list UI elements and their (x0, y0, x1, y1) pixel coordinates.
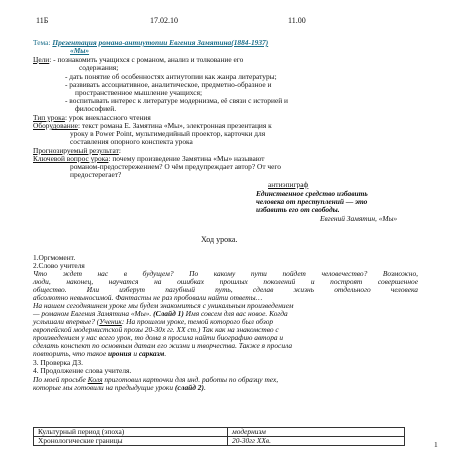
paragraph-line: люди, наконец, научатся на ошибках прошлых поколений и построят совершенное (33, 277, 418, 286)
student-name: Коля (87, 375, 103, 384)
lesson-type-value: : урок внеклассного чтения (64, 113, 151, 122)
equipment-label: Оборудование (33, 121, 78, 130)
text-run: По моей просьбе (33, 375, 88, 384)
header-class: 11Б (36, 16, 49, 25)
slide-ref: (Слайд 1) (153, 309, 184, 318)
goals-first-cont: содержания; (79, 63, 119, 72)
card-table (33, 427, 405, 446)
paragraph-line: сделать конспект по основным датам его жизни и творчества. Также я просила (33, 341, 293, 350)
text-run: . (164, 349, 167, 358)
key-question-value: : почему произведение Замятина «Мы» называют (108, 154, 265, 163)
key-question-cont: романом-предостережением? О чём предупреждает автор? От чего (70, 162, 281, 171)
paragraph-line: общество. Или изберут пагубный путь, сделав жизнь отдельного человека (33, 285, 418, 294)
equipment-value: : текст романа Е. Замятина «Мы», электронная презентация к (77, 121, 272, 130)
term: ирония (107, 349, 132, 358)
page-number: 1 (434, 440, 438, 449)
text-run: : На прошлом уроке, темой которого был обзор (121, 317, 274, 326)
step-3: 3. Проверка ДЗ. (33, 358, 83, 367)
slide-ref: (слайд 2) (174, 383, 204, 392)
lesson-type-label: Тип урока (33, 113, 65, 122)
goals-item: философией. (75, 104, 117, 113)
table-cell: Хронологические границы (34, 437, 228, 446)
step-1: 1.Оргмомент. (33, 253, 76, 262)
key-question-cont: предостерегает? (70, 170, 122, 179)
table-cell: модернизм (228, 428, 405, 437)
paragraph-line: европейской модернистской прозы 20-30х гг. XX ст.) Так как на знакомство с (33, 325, 279, 334)
course-title: Ход урока. (201, 235, 238, 244)
text-run: повторить, что такое (33, 349, 108, 358)
epigraph-label: антиэпиграф (268, 180, 309, 189)
goals-item: - развивать ассоциативное, аналитическое, предметно-образное и (65, 80, 272, 89)
results-label: Прогнозируемый результат (33, 146, 119, 155)
text-run: приготовил карточки для инд. работы по образцу тех, (102, 375, 279, 384)
topic-title-cont: «Мы» (70, 46, 90, 55)
text-run: и (131, 349, 139, 358)
text-run: — романом Евгения Замятина «Мы». (33, 309, 154, 318)
goals-line (33, 56, 243, 64)
table-cell: Культурный период (эпоха) (34, 428, 228, 437)
paragraph-line: абсолютно невыносимой. Фантасты не раз пробовали найти ответы… (33, 293, 263, 302)
epigraph-author: Евгений Замятин, «Мы» (320, 214, 398, 223)
goals-item: пространственное мышление учащихся; (75, 88, 203, 97)
key-question-label: Ключевой вопрос урока (33, 154, 109, 163)
results-value: : (118, 146, 121, 155)
paragraph-line: На нашем сегодняшнем уроке мы будем знакомиться с уникальным произведением (33, 301, 294, 310)
header-time: 11.00 (288, 16, 306, 25)
paragraph-line: Что ждет нас в будущем? По какому пути пойдет человечество? Возможно, (33, 269, 418, 278)
table-row (34, 437, 405, 446)
paragraph-line (33, 350, 166, 358)
text-run: Имя совсем для вас новое. Когда (183, 309, 288, 318)
term: сарказм (138, 349, 165, 358)
epigraph-line: Единственное средство избавить (256, 189, 368, 198)
student-ref: Ученик (99, 317, 122, 326)
topic-title: Презентация романа-антиутопии Евгения Замятина(1884-1937) (52, 38, 269, 47)
text-run: услышали впервые? ( (33, 317, 100, 326)
table-cell: 20-30гг XXв. (228, 437, 405, 446)
equipment-cont: составления опорного конспекта урока (70, 137, 193, 146)
epigraph-line: избавить его от свободы. (256, 205, 340, 214)
goals-item: - дать понятие об особенностях антиутопии как жанра литературы; (65, 72, 277, 81)
paragraph-line (33, 384, 206, 392)
goals-label: Цели (33, 55, 50, 64)
topic-label: Тема: (33, 38, 51, 47)
epigraph-line: человека от преступлений — это (256, 197, 368, 206)
header-date: 17.02.10 (150, 16, 178, 25)
topic-line (33, 39, 268, 47)
step-4: 4. Продолжение слова учителя. (33, 366, 132, 375)
goals-first: : - познакомить учащихся с романом, анализ и толкование его (49, 55, 244, 64)
step-2: 2.Слово учителя (33, 261, 85, 270)
paragraph-line: произведением у нас всего урок, то дома я просила найти биографию автора и (33, 333, 284, 342)
goals-item: - воспитывать интерес к литературе модернизма, её связи с историей и (65, 96, 288, 105)
equipment-cont: уроку в Power Point, мультимедийный проектор, карточки для (70, 129, 266, 138)
text-run: которые мы готовили на предыдущие уроки (33, 383, 175, 392)
text-run: . (203, 383, 206, 392)
